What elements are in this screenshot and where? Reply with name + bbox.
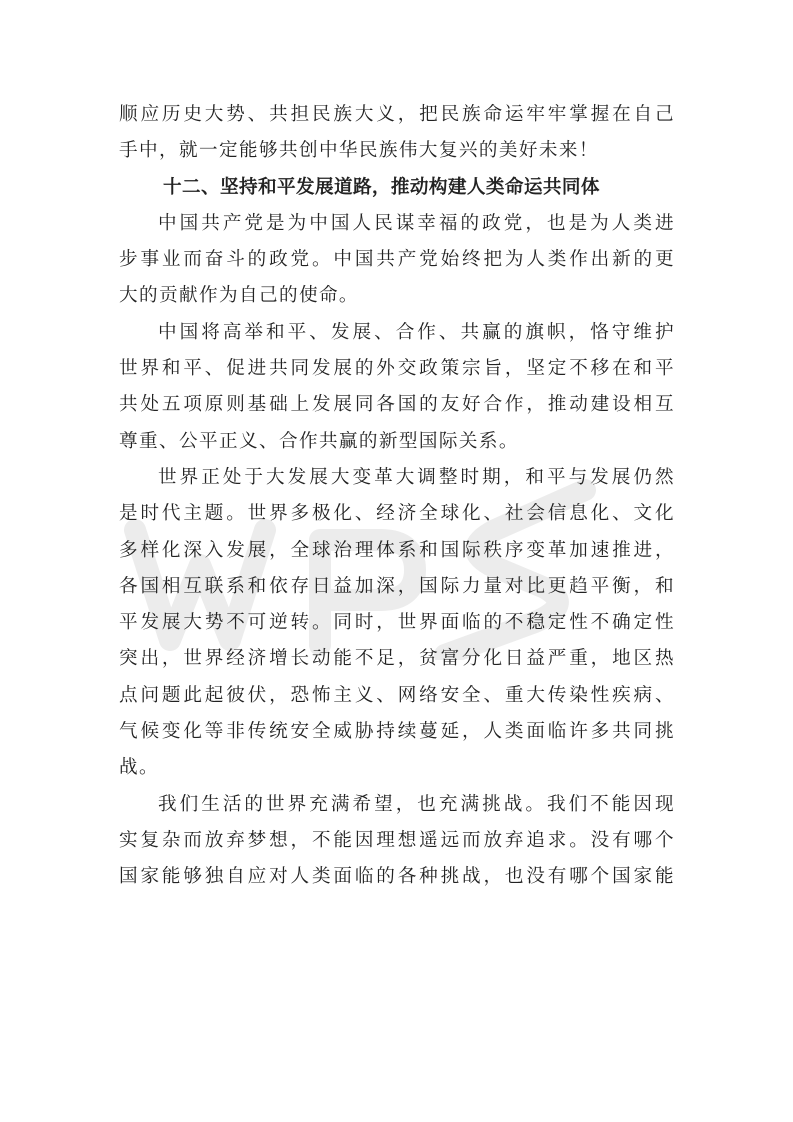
paragraph-last-line: 尊重、公平正义、合作共赢的新型国际关系。 — [119, 430, 519, 452]
paragraph-last-line: 手中，就一定能够共创中华民族伟大复兴的美好未来！ — [119, 140, 599, 162]
paragraph-line: 世界和平、促进共同发展的外交政策宗旨，坚定不移在和平 — [119, 358, 675, 380]
section-heading: 十二、坚持和平发展道路，推动构建人类命运共同体 — [163, 176, 600, 198]
paragraph-line: 步事业而奋斗的政党。中国共产党始终把为人类作出新的更 — [119, 249, 675, 271]
paragraph-line: 是时代主题。世界多极化、经济全球化、社会信息化、文化 — [119, 503, 675, 525]
paragraph-line: 实复杂而放弃梦想，不能因理想遥远而放弃追求。没有哪个 — [119, 829, 675, 851]
paragraph-line: 点问题此起彼伏，恐怖主义、网络安全、重大传染性疾病、 — [119, 684, 675, 706]
paragraph-first-line: 世界正处于大发展大变革大调整时期，和平与发展仍然 — [158, 466, 675, 488]
paragraph-line: 顺应历史大势、共担民族大义，把民族命运牢牢掌握在自己 — [119, 104, 675, 125]
paragraph-line: 共处五项原则基础上发展同各国的友好合作，推动建设相互 — [119, 394, 675, 416]
paragraph-last-line: 大的贡献作为自己的使命。 — [119, 285, 359, 307]
paragraph-line: 国家能够独自应对人类面临的各种挑战，也没有哪个国家能 — [119, 866, 675, 888]
paragraph-last-line: 战。 — [119, 757, 159, 779]
paragraph-first-line: 我们生活的世界充满希望，也充满挑战。我们不能因现 — [158, 793, 675, 815]
paragraph-line: 平发展大势不可逆转。同时，世界面临的不稳定性不确定性 — [119, 612, 675, 634]
document-body — [119, 97, 675, 896]
paragraph-first-line: 中国将高举和平、发展、合作、共赢的旗帜，恪守维护 — [158, 321, 675, 343]
paragraph-first-line: 中国共产党是为中国人民谋幸福的政党，也是为人类进 — [158, 212, 675, 234]
paragraph-line: 突出，世界经济增长动能不足，贫富分化日益严重，地区热 — [119, 648, 675, 670]
paragraph-line: 多样化深入发展，全球治理体系和国际秩序变革加速推进， — [119, 539, 675, 561]
paragraph-line: 气候变化等非传统安全威胁持续蔓延，人类面临许多共同挑 — [119, 721, 675, 743]
watermark-text: WPS — [115, 470, 118, 471]
paragraph-line: 各国相互联系和依存日益加深，国际力量对比更趋平衡，和 — [119, 575, 675, 597]
